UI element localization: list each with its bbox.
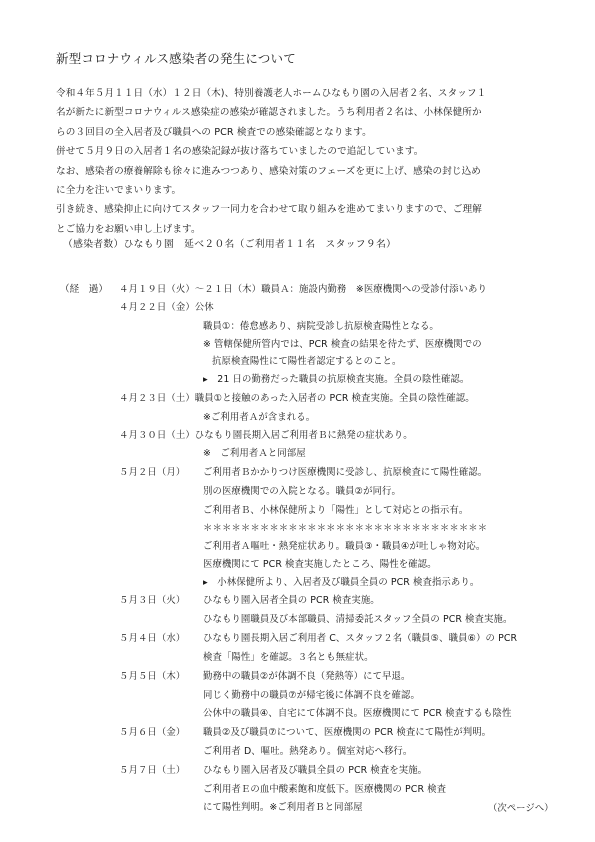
intro-line: 併せて５月９日の入居者１名の感染記録が抜け落ちていましたので追記しています。: [56, 146, 424, 158]
timeline-line: ひなもり園入居者及び職員全員の PCR 検査を実施。: [203, 765, 428, 776]
intro-line: とご協力をお願い申し上げます。: [56, 223, 201, 235]
timeline-date: ５月２日（月）: [119, 467, 186, 478]
timeline-line: ※ 管轄保健所管内では、PCR 検査の結果を待たず、医療機関での: [203, 339, 482, 350]
next-page-note: （次ページへ）: [488, 803, 554, 814]
timeline-line: ひなもり園職員及び本部職員、清掃委託スタッフ全員の PCR 検査実施。: [203, 614, 513, 625]
timeline-line: 医療機関にて PCR 検査実施したところ、陽性を確認。: [203, 559, 437, 570]
timeline-line: ※ ご利用者Ａと同部屋: [203, 448, 306, 459]
timeline-line: 別の医療機関での入院となる。職員②が同行。: [203, 486, 402, 497]
timeline-line: ご利用者Ｂ、小林保健所より「陽性」として対応との指示有。: [203, 505, 469, 516]
timeline-line: ※ご利用者Ａが含まれる。: [203, 412, 316, 423]
infection-count: （感染者数）ひなもり園 延べ２０名（ご利用者１１名 スタッフ９名）: [63, 239, 397, 250]
progress-label: （経 過）: [60, 284, 108, 295]
timeline-date: ４月１９日（火）～２１日（木）職員Ａ：施設内勤務 ※医療機関への受診付添いあり: [119, 284, 488, 295]
timeline-line: ご利用者Ｅの血中酸素飽和度低下。医療機関の PCR 検査: [203, 784, 447, 795]
separator-line: ＊＊＊＊＊＊＊＊＊＊＊＊＊＊＊＊＊＊＊＊＊＊＊＊＊＊＊＊＊＊: [203, 523, 488, 534]
timeline-line: ▸ 21 日の勤務だった職員の抗原検査実施。全員の陰性確認。: [203, 374, 470, 385]
timeline-line: 職員②及び職員⑦について、医療機関の PCR 検査にて陽性が判明。: [203, 727, 492, 738]
timeline-line: ご利用者Ａ嘔吐・熱発症状あり。職員③・職員④が吐しゃ物対応。: [203, 541, 486, 552]
intro-line: なお、感染者の療養解除も徐々に進みつつあり、感染対策のフェーズを更に上げ、感染の封じ込め: [56, 165, 481, 177]
timeline-date: ５月４日（水）: [119, 633, 186, 644]
timeline-line: ひなもり園入居者全員の PCR 検査実施。: [203, 595, 380, 606]
timeline-line: ご利用者Ｂかかりつけ医療機関に受診し、抗原検査にて陽性確認。: [203, 467, 488, 478]
timeline-date: ４月３０日（土）ひなもり園長期入居ご利用者Ｂに熱発の症状あり。: [119, 430, 413, 441]
timeline-line: ▸ 小林保健所より、入居者及び職員全員の PCR 検査指示あり。: [203, 577, 480, 588]
timeline-line: ひなもり園長期入居ご利用者 C、スタッフ２名（職員⑤、職員⑥）の PCR: [203, 633, 518, 644]
timeline-line: 勤務中の職員②が体調不良（発熱等）にて早退。: [203, 671, 411, 682]
timeline-line: にて陽性判明。※ご利用者Ｂと同部屋: [203, 802, 363, 813]
timeline-date: ５月６日（金）: [119, 727, 186, 738]
intro-line: 名が新たに新型コロナウィルス感染症の感染が確認されました。うち利用者２名は、小林保健所か: [56, 107, 482, 119]
timeline-line: 検査「陽性」を確認。３名とも無症状。: [203, 652, 374, 663]
intro-line: らの３回目の全入居者及び職員への PCR 検査での感染確認となります。: [56, 126, 372, 138]
timeline-date: ５月５日（木）: [119, 671, 186, 682]
intro-line: 引き続き、感染抑止に向けてスタッフ一同力を合わせて取り組みを進めてまいりますので、ご理解: [56, 204, 482, 216]
intro-line: 令和４年５月１１日（水）１２日（木)、特別養護老人ホームひなもり園の入居者２名、スタッフ１: [56, 88, 487, 99]
timeline-line: ご利用者 D、嘔吐。熱発あり。個室対応へ移行。: [203, 746, 413, 757]
intro-line: に全力を注いでまいります。: [56, 185, 182, 197]
timeline-line: 公休中の職員④、自宅にて体調不良。医療機関にて PCR 検査するも陰性: [203, 708, 512, 719]
timeline-date: ５月７日（土）: [119, 765, 186, 776]
intro-paragraph: [56, 84, 546, 239]
timeline-line: 抗原検査陽性にて陽性者認定するとのこと。: [212, 356, 402, 367]
timeline-line: 同じく勤務中の職員⑦が帰宅後に体調不良を確認。: [203, 690, 420, 701]
timeline-line: 職員①：倦怠感あり、病院受診し抗原検査陽性となる。: [203, 321, 439, 332]
timeline-date: ５月３日（火）: [119, 595, 186, 606]
timeline-date: ４月２３日（土）職員①と接触のあった入居者の PCR 検査実施。全員の陰性確認。: [119, 393, 475, 404]
page-title: 新型コロナウィルス感染者の発生について: [56, 51, 296, 66]
timeline-date: ４月２２日（金）公休: [119, 302, 214, 313]
